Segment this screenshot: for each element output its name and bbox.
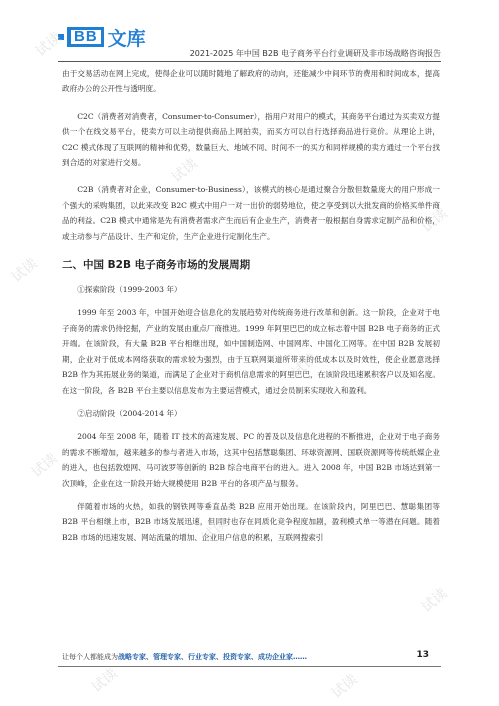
watermark: 试读 bbox=[8, 255, 41, 286]
watermark: 试读 bbox=[198, 515, 231, 546]
stage-heading: ①探索阶段（1999-2003 年） bbox=[77, 285, 182, 295]
watermark: 试读 bbox=[32, 29, 65, 60]
report-title: 2021-2025 年中国 B2B 电子商务平台行业调研及非市场战略咨询报告 bbox=[189, 49, 441, 58]
logo-mark-text: BB bbox=[67, 27, 104, 47]
section-heading: 二、中国 B2B 电子商务市场的发展周期 bbox=[62, 259, 251, 272]
logo-text: 文库 bbox=[107, 27, 146, 50]
footer-divider bbox=[58, 666, 441, 667]
footer-prefix: 让每个人都能成为 bbox=[62, 653, 118, 661]
page-body bbox=[62, 66, 440, 545]
brand-logo bbox=[58, 24, 146, 50]
paragraph-stage2-cont: 伴随着市场的火热，如我的钢铁网等垂直品类 B2B 应用开始出现。在该阶段内，阿里巴巴、慧聪集团等 B2B 平台相继上市，B2B 市场发展迅速，但同时也存在同质化竞争程度加剧，盈利模式单一等潜在问题。随着 B2B 市场的迅速发展、网站流量的增加、企业用户信息的积累，互联网搜索引 bbox=[62, 501, 440, 542]
paragraph: 由于交易活动在网上完成，使得企业可以随时随地了解政府的动向，还能减少中间环节的费用和时间成本，提高政府办公的公开性与透明度。 bbox=[62, 69, 440, 94]
header-divider bbox=[58, 61, 441, 62]
stage-heading: ②启动阶段（2004-2014 年） bbox=[77, 408, 182, 418]
paragraph-stage2: 2004 年至 2008 年，随着 IT 技术的高速发展、PC 的普及以及信息化进程的不断推进，企业对于电子商务的需求不断增加，越来越多的参与者进入市场，这其中包括慧聪集团、环球资源网、国联资源网等传统纸媒企业的进入，也包括敦煌网、马可波罗等创新的 B2B 综合电商平台的进入。进入 2008 年，中国 B2B 市场达到第一次顶峰，企业在这一阶段开始大规模使用 B2B 平台的各项产品与服务。 bbox=[62, 432, 440, 488]
footer-slogan bbox=[62, 652, 307, 662]
footer-highlights: 战略专家、管理专家、行业专家、投资专家、成功企业家…… bbox=[118, 653, 307, 661]
paragraph-stage1: 1999 年至 2003 年，中国开始迎合信息化的发展趋势对传统商务进行改革和创新。这一阶段，企业对于电子商务的需求仍待挖掘，产业的发展由重点厂商推进。1999 年阿里巴巴的成立标志着中国 B2B 电子商务的正式开端。在该阶段，有大量 B2B 平台相继出现，如中国制造网、中国网库、中国化工网等。在中国 B2B 发展初期，企业对于低成本网络获取的需求较为强烈，由于互联网渠道所带来的低成本以及时效性，使企业愿意选择 B2B 作为其拓展业务的渠道，而满足了企业对于商机信息需求的阿里巴巴，在该阶段迅速累积客户以及知名度。在这一阶段，各 B2B 平台主要以信息发布为主要运营模式，通过会员制来实现收入和盈利。 bbox=[62, 308, 440, 395]
watermark: 试读 bbox=[328, 671, 361, 702]
paragraph-c2c: C2C（消费者对消费者，Consumer-to-Consumer），指用户对用户的模式，其商务平台通过为买卖双方提供一个在线交易平台，使卖方可以主动提供商品上网拍卖，而买方可以自行选择商品进行竞价。从理论上讲，C2C 模式体现了互联网的精神和优势，数量巨大、地域不同、时间不一的买方和同样规模的卖方通过一个平台找到合适的对家进行交易。 bbox=[62, 111, 440, 168]
watermark: 试读 bbox=[418, 585, 451, 616]
watermark: 试读 bbox=[288, 350, 321, 381]
logo-mark-icon bbox=[58, 27, 104, 47]
watermark: 试读 bbox=[28, 450, 61, 481]
page-number: 13 bbox=[416, 650, 429, 660]
watermark: 试读 bbox=[168, 155, 201, 186]
watermark: 试读 bbox=[418, 205, 451, 236]
watermark: 试读 bbox=[88, 665, 121, 696]
paragraph-c2b: C2B（消费者对企业，Consumer-to-Business），该模式的核心是通过聚合分散但数量庞大的用户形成一个强大的采购集团，以此来改变 B2C 模式中用户一对一出价的弱势地位，使之享受到以大批发商的价格买单件商品的利益。C2B 模式中通常是先有消费者需求产生而后有企业生产，消费者一般根据自身需求定制产品和价格，或主动参与产品设计、生产和定价，生产企业进行定制化生产。 bbox=[62, 185, 440, 241]
